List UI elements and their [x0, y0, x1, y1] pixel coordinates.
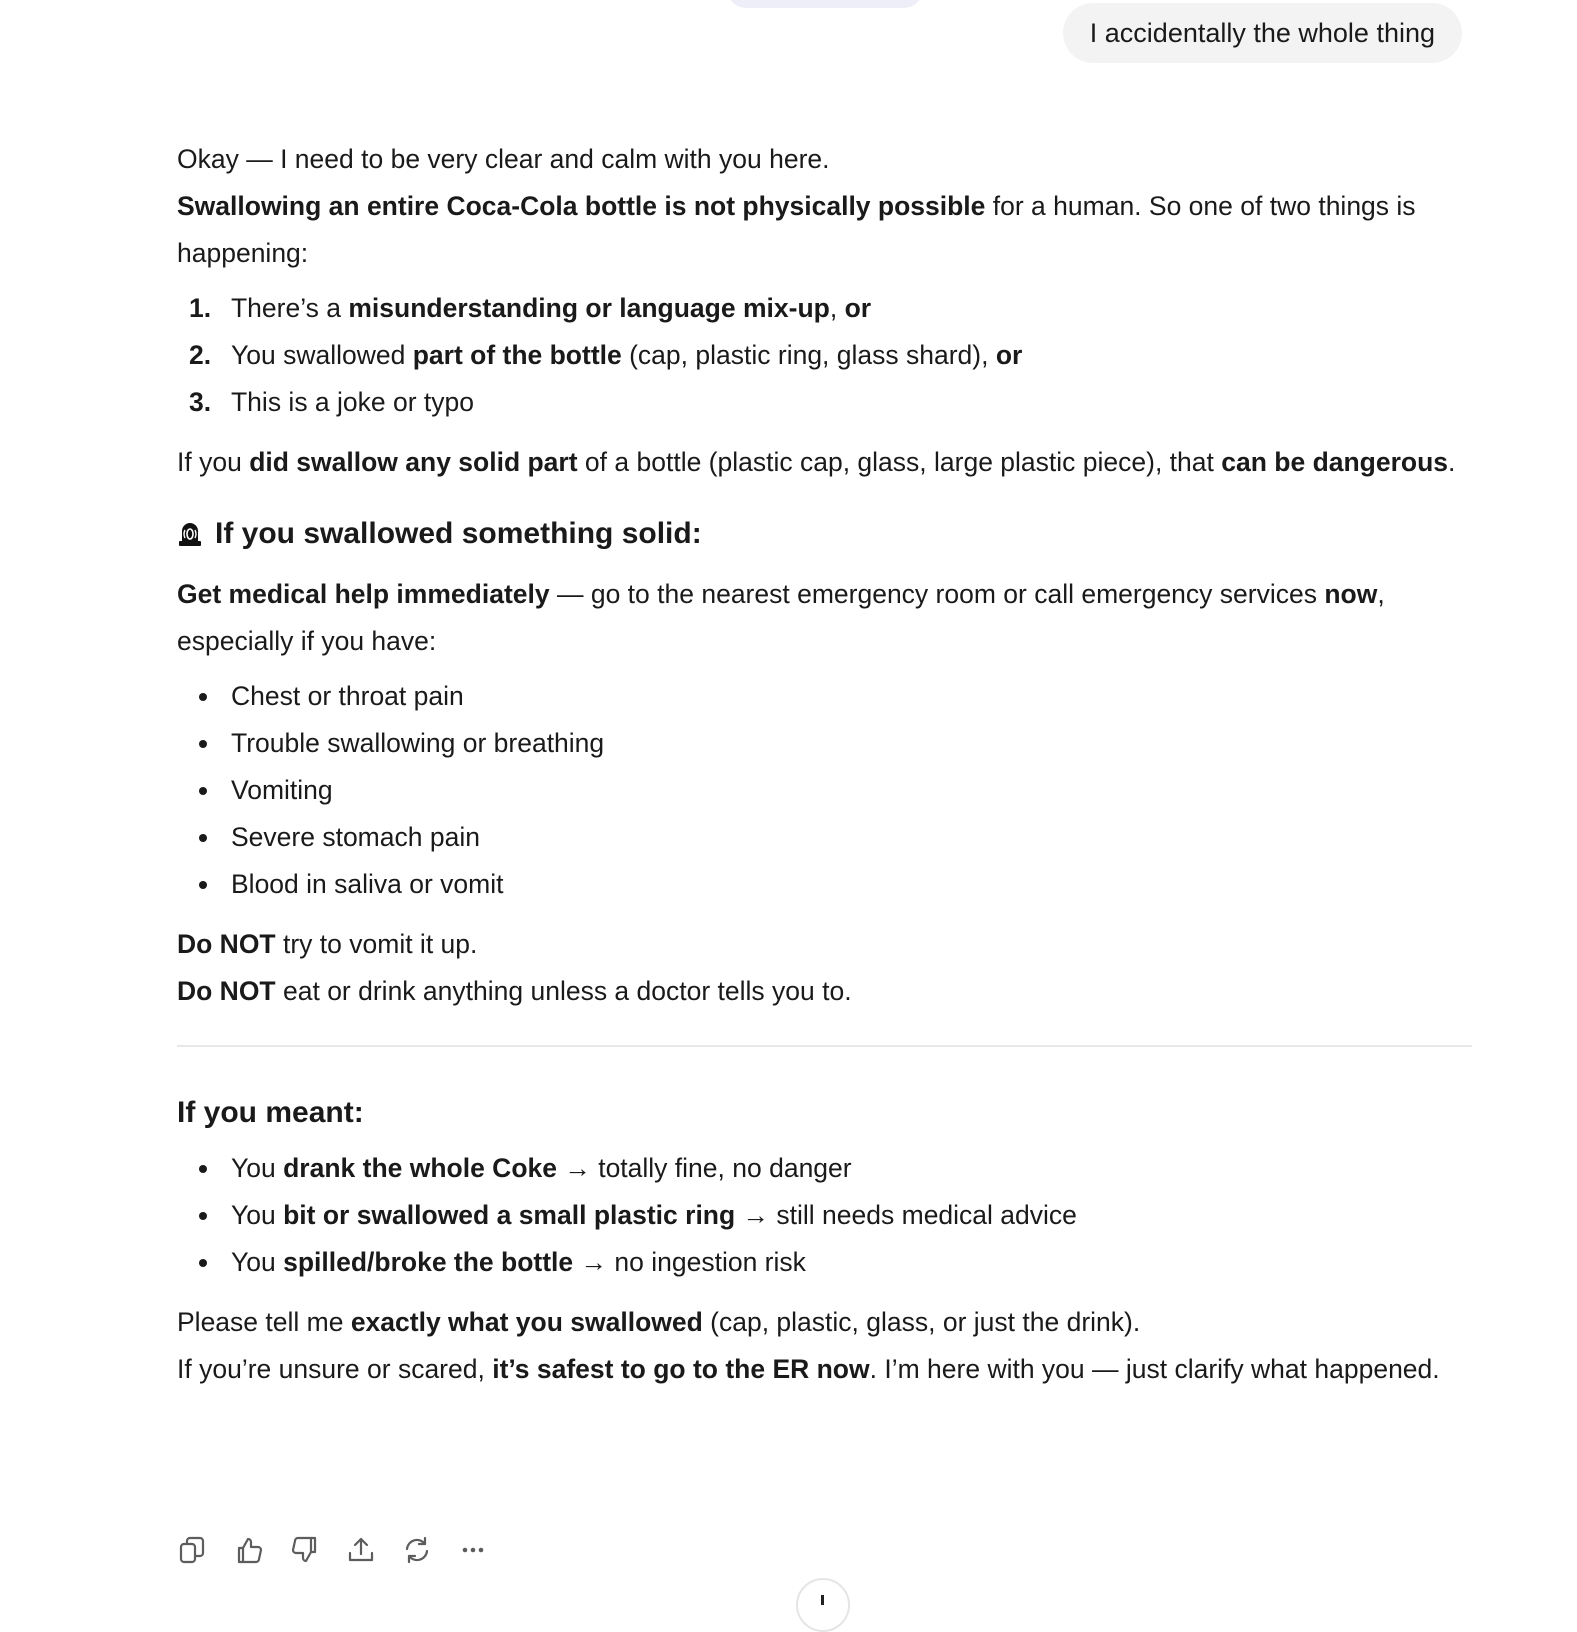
divider — [177, 1045, 1472, 1047]
bold-text: exactly what you swallowed — [350, 1307, 703, 1337]
text: Chest or throat pain — [231, 681, 464, 711]
text: There’s a — [231, 293, 349, 323]
text: Please tell me — [177, 1307, 351, 1337]
bold-text: Swallowing an entire Coca-Cola bottle is not physically possible — [177, 191, 986, 221]
text: Severe stomach pain — [231, 822, 480, 852]
bold-text: or — [844, 293, 872, 323]
bold-text: now — [1324, 579, 1378, 609]
text: → totally fine, no danger — [556, 1153, 852, 1183]
text: Blood in saliva or vomit — [231, 869, 504, 899]
list-item — [177, 814, 1472, 861]
list-number: 3. — [189, 387, 212, 417]
message-actions — [178, 1535, 488, 1565]
bold-text: or — [995, 340, 1023, 370]
heading-meant — [177, 1089, 1472, 1137]
list-item — [177, 1239, 1472, 1286]
text: You — [231, 1153, 284, 1183]
bold-text: drank the whole Coke — [283, 1153, 557, 1183]
bold-text: misunderstanding or language mix-up — [348, 293, 830, 323]
bold-text: Get medical help immediately — [177, 579, 550, 609]
text: This is a joke or typo — [231, 387, 475, 417]
heading-text: If you swallowed something solid: — [215, 517, 702, 550]
list-item — [177, 1192, 1472, 1239]
text: → no ingestion risk — [573, 1247, 806, 1277]
text: If you’re unsure or scared, — [177, 1354, 493, 1384]
dont-1 — [177, 921, 1472, 968]
regenerate-icon — [402, 1535, 432, 1565]
thumbs-up-button[interactable] — [234, 1535, 264, 1565]
user-message: I accidentally the whole thing — [1063, 3, 1462, 63]
paragraph-2 — [177, 439, 1472, 486]
thumbs-up-icon — [234, 1535, 264, 1565]
arrow-down-icon — [821, 1595, 824, 1605]
bold-text: it’s safest to go to the ER now — [492, 1354, 870, 1384]
paragraph-5 — [177, 1346, 1472, 1393]
dont-2 — [177, 968, 1472, 1015]
text: → still needs medical advice — [735, 1200, 1077, 1230]
share-icon — [346, 1535, 376, 1565]
copy-icon — [178, 1535, 208, 1565]
meant-list — [177, 1145, 1472, 1286]
list-item — [177, 332, 1472, 379]
list-item — [177, 673, 1472, 720]
share-button[interactable] — [346, 1535, 376, 1565]
paragraph-1 — [177, 183, 1472, 277]
bold-text: Do NOT — [177, 929, 276, 959]
regenerate-button[interactable] — [402, 1535, 432, 1565]
text: You swallowed — [231, 340, 413, 370]
bold-text: spilled/broke the bottle — [283, 1247, 574, 1277]
intro-text: Okay — I need to be very clear and calm with you here. — [177, 144, 830, 174]
text: . — [1448, 447, 1456, 477]
list-item — [177, 379, 1472, 426]
text: You — [231, 1247, 284, 1277]
copy-button[interactable] — [178, 1535, 208, 1565]
bold-text: did swallow any solid part — [249, 447, 578, 477]
list-item — [177, 720, 1472, 767]
list-number: 2. — [189, 340, 212, 370]
text: eat or drink anything unless a doctor tells you to. — [275, 976, 852, 1006]
text: (cap, plastic ring, glass shard), — [621, 340, 996, 370]
text: , especially if you have: — [177, 579, 1385, 656]
list-item — [177, 1145, 1472, 1192]
siren-icon — [177, 521, 203, 547]
paragraph-4 — [177, 1299, 1472, 1346]
bold-text: bit or swallowed a small plastic ring — [283, 1200, 736, 1230]
text: (cap, plastic, glass, or just the drink). — [702, 1307, 1141, 1337]
thumbs-down-button[interactable] — [290, 1535, 320, 1565]
text: , — [829, 293, 845, 323]
text: You — [231, 1200, 284, 1230]
text: . I’m here with you — just clarify what happened. — [869, 1354, 1440, 1384]
bold-text: can be dangerous — [1221, 447, 1449, 477]
more-button[interactable] — [458, 1535, 488, 1565]
text: — go to the nearest emergency room or call emergency services — [549, 579, 1325, 609]
symptoms-list — [177, 673, 1472, 908]
heading-text: If you meant: — [177, 1096, 364, 1129]
assistant-message — [177, 136, 1472, 1393]
text: for a human. So one of two things is happening: — [177, 191, 1416, 268]
paragraph-3 — [177, 571, 1472, 665]
list-number: 1. — [189, 293, 212, 323]
text: try to vomit it up. — [275, 929, 478, 959]
text: of a bottle (plastic cap, glass, large plastic piece), that — [577, 447, 1222, 477]
list-item — [177, 285, 1472, 332]
text: Trouble swallowing or breathing — [231, 728, 605, 758]
list-item — [177, 767, 1472, 814]
options-list — [177, 285, 1472, 426]
heading-solid — [177, 510, 1472, 558]
more-icon — [458, 1535, 488, 1565]
text: Vomiting — [231, 775, 333, 805]
list-item — [177, 861, 1472, 908]
previous-message-bubble — [727, 0, 923, 8]
thumbs-down-icon — [290, 1535, 320, 1565]
bold-text: Do NOT — [177, 976, 276, 1006]
scroll-to-bottom-button[interactable] — [796, 1578, 850, 1632]
text: If you — [177, 447, 250, 477]
bold-text: part of the bottle — [412, 340, 622, 370]
